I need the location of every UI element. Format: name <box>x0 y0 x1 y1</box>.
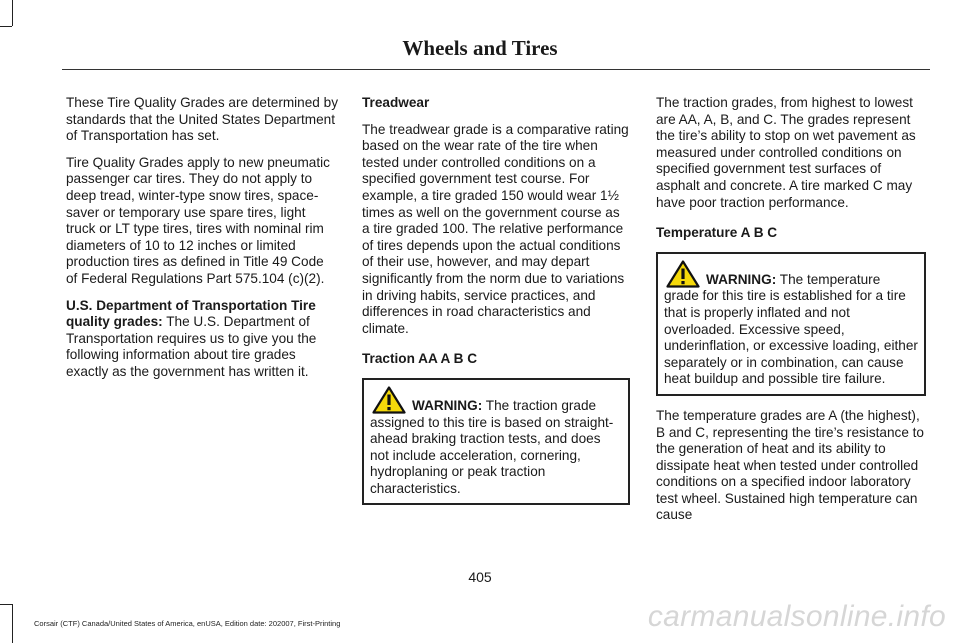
column-2 <box>362 95 630 517</box>
warning-triangle-icon <box>372 386 406 414</box>
paragraph: Tire Quality Grades apply to new pneumatic passenger car tires. They do not apply to deep tread, winter-type snow tires, space-saver or temporary use spare tires, light truck or LT type tires, tires with nominal rim diameters of 10 to 12 inches or limited production tires as defined in Title 49 Code of Federal Regulations Part 575.104 (c)(2). <box>66 154 330 286</box>
paragraph <box>66 298 338 381</box>
watermark: carmanualsonline.info <box>647 600 946 633</box>
crop-mark-top-left-v <box>12 0 13 26</box>
section-heading: Traction AA A B C <box>362 351 478 367</box>
footer-edition-info: Corsair (CTF) Canada/United States of America, enUSA, Edition date: 202007, First-Printing <box>34 619 341 628</box>
section-heading: Temperature A B C <box>656 225 778 241</box>
column-3 <box>656 95 926 534</box>
warning-text: The temperature grade for this tire is established for a tire that is properly inflated and not overloaded. Excessive speed, underinflation, or excessive loading, either separately or in combination, can cause heat buildup and possible tire failure. <box>664 271 918 387</box>
paragraph-body: The U.S. Department of Transportation requires us to give you the following information about tire grades exactly as the government has written it. <box>66 314 317 379</box>
paragraph: The treadwear grade is a comparative rating based on the wear rate of the tire when tested under controlled conditions on a specified government test course. For example, a tire graded 150 would wear 1½ times as well on the government course as a tire graded 100. The relative performance of tires depends upon the actual conditions of their use, however, and may depart significantly from the norm due to variations in driving habits, service practices, and differences in road characteristics and climate. <box>362 121 629 336</box>
page-header-title: Wheels and Tires <box>402 36 558 60</box>
header-rule <box>62 69 930 70</box>
column-1 <box>66 95 338 391</box>
warning-label: WARNING: <box>706 271 777 287</box>
crop-mark-top-left-h <box>0 26 12 27</box>
warning-box <box>362 378 630 506</box>
warning-label: WARNING: <box>412 397 483 413</box>
crop-mark-bottom-left-h <box>0 604 12 605</box>
warning-triangle-icon <box>666 260 700 288</box>
paragraph: These Tire Quality Grades are determined by standards that the United States Department of Transportation has set. <box>66 95 339 144</box>
page-number: 405 <box>468 569 492 585</box>
paragraph: The temperature grades are A (the highest), B and C, representing the tire’s resistance to the generation of heat and its ability to dissipate heat when tested under controlled conditions on a specified indoor laboratory test wheel. Sustained high temperature can cause <box>656 407 924 523</box>
paragraph: The traction grades, from highest to lowest are AA, A, B, and C. The grades represent the tire’s ability to stop on wet pavement as measured under controlled conditions on specified government test surfaces of asphalt and concrete. A tire marked C may have poor traction performance. <box>656 95 916 210</box>
warning-text: The traction grade assigned to this tire is based on straight-ahead braking traction tests, and does not include acceleration, cornering, hydroplaning or peak traction characteristics. <box>370 397 614 496</box>
section-heading: Treadwear <box>362 95 430 110</box>
crop-mark-bottom-left-v <box>12 604 13 643</box>
paragraph-lead: U.S. Department of Transportation Tire quality grades: <box>66 297 316 330</box>
warning-box <box>656 252 926 396</box>
